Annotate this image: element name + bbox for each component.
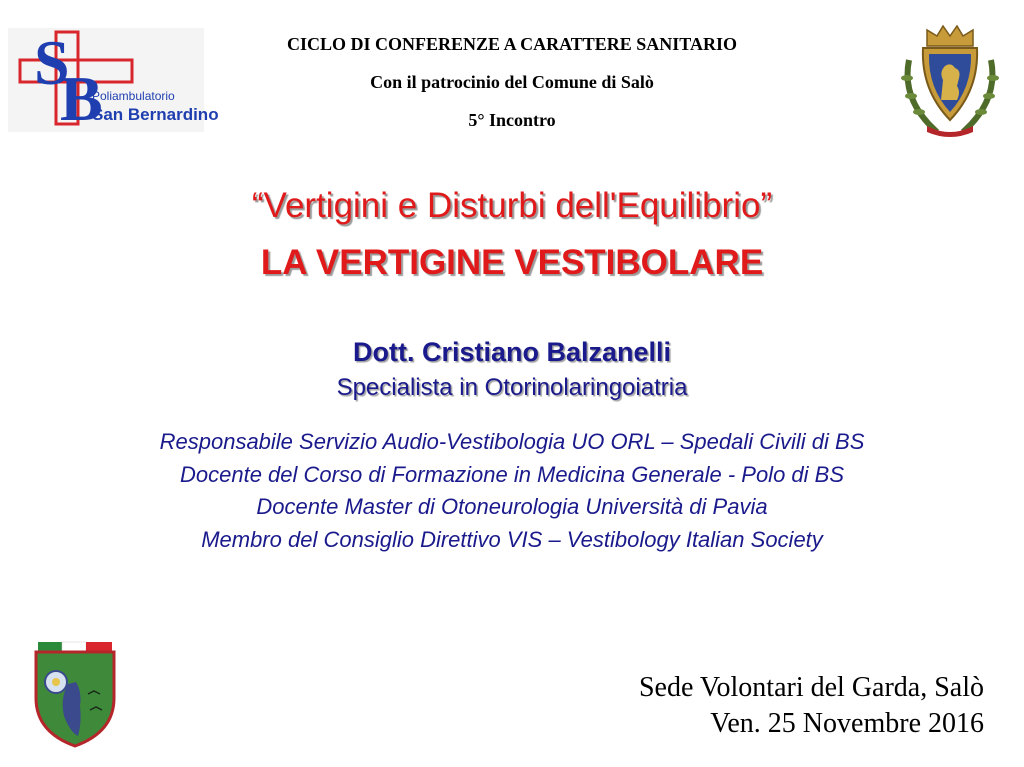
conference-cycle-heading: CICLO DI CONFERENZE A CARATTERE SANITARIO [287,34,737,54]
conference-title: “Vertigini e Disturbi dell'Equilibrio” [251,186,773,225]
meeting-number: 5° Incontro [468,110,556,130]
conference-subtitle: LA VERTIGINE VESTIBOLARE [260,243,764,282]
speaker-role: Docente Master di Otoneurologia Università di Pavia [256,494,768,519]
venue-location: Sede Volontari del Garda, Salò [638,672,984,703]
svg-text:B: B [60,63,103,134]
svg-text:San Bernardino: San Bernardino [92,105,219,124]
speaker-role: Responsabile Servizio Audio-Vestibologia UO ORL – Spedali Civili di BS [159,429,865,454]
speaker-name: Dott. Cristiano Balzanelli [352,337,672,367]
patronage-line: Con il patrocinio del Comune di Salò [370,72,654,92]
svg-text:S: S [34,27,70,98]
speaker-role: Membro del Consiglio Direttivo VIS – Vestibology Italian Society [201,527,823,552]
event-date: Ven. 25 Novembre 2016 [710,708,984,739]
svg-text:Poliambulatorio: Poliambulatorio [92,89,175,103]
sb-monogram-icon [8,27,219,134]
speaker-specialty: Specialista in Otorinolaringoiatria [336,374,688,401]
shield-badge-icon [30,636,120,750]
speaker-role: Docente del Corso di Formazione in Medicina Generale - Polo di BS [180,462,844,487]
volontari-garda-badge [30,636,120,750]
comune-crest [897,20,1003,140]
coat-of-arms-icon [897,20,1003,140]
poliambulatorio-logo [8,27,219,134]
